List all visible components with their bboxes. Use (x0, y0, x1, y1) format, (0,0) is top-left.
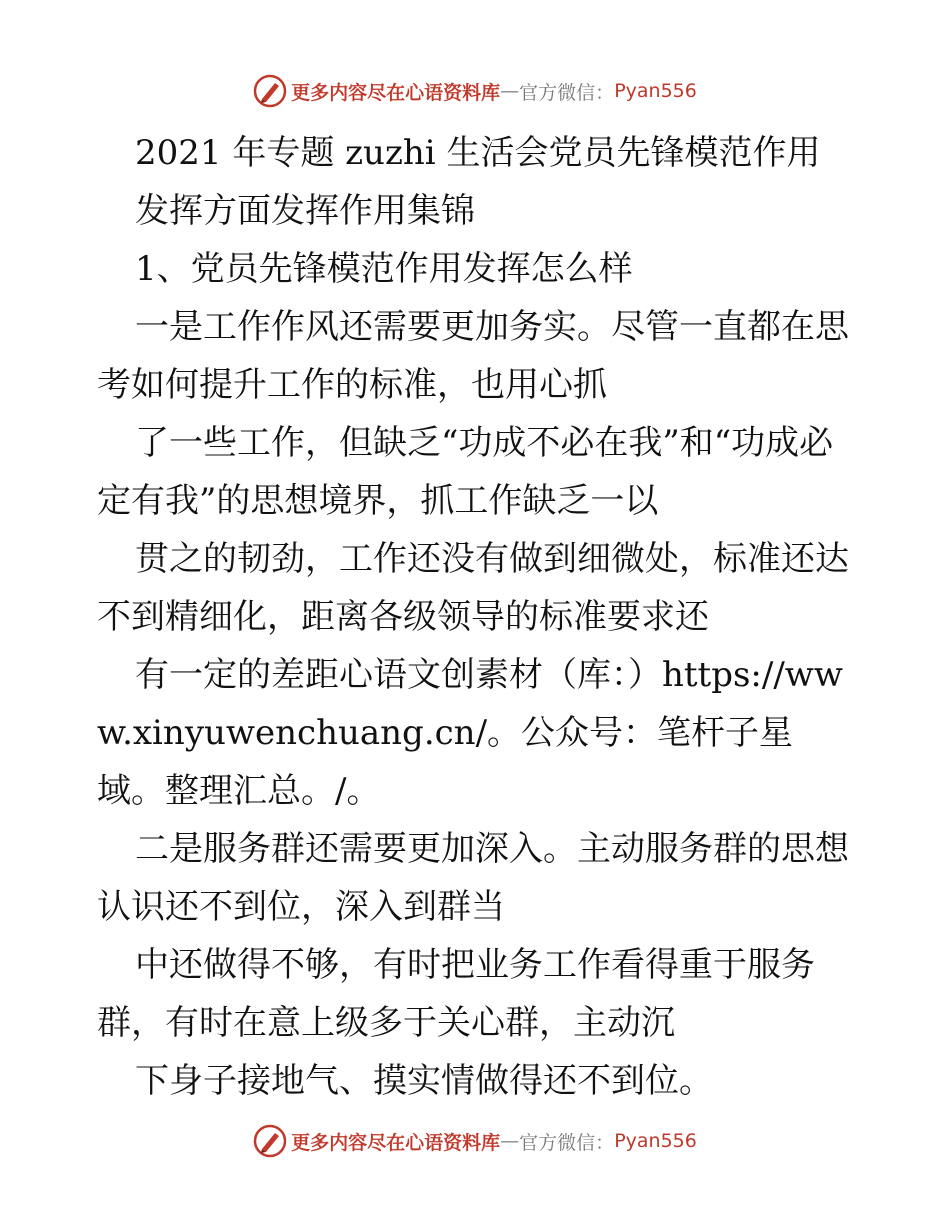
section-heading-1: 1、党员先锋模范作用发挥怎么样 (135, 249, 633, 289)
paragraph-2c: 下身子接地气、摸实情做得还不到位。 (135, 1061, 713, 1101)
title-line-1: 2021 年专题 zuzhi 生活会党员先锋模范作用 (135, 133, 821, 173)
header-watermark (0, 74, 950, 108)
paragraph-1c: 贯之的韧劲，工作还没有做到细微处，标准还达不到精细化，距离各级领导的标准要求还 (97, 539, 849, 637)
paragraph-1d: 有一定的差距心语文创素材（库：）https://www.xinyuwenchuang.cn/。公众号：笔杆子星域。整理汇总。/。 (97, 655, 844, 811)
pen-logo-icon (253, 1124, 287, 1158)
watermark-dash: — (500, 80, 520, 102)
paragraph-1a: 一是工作作风还需要更加务实。尽管一直都在思考如何提升工作的标准，也用心抓 (97, 307, 849, 405)
watermark-account: Pyan556 (614, 1130, 697, 1152)
watermark-label: 官方微信： (519, 81, 615, 104)
pen-logo-icon (253, 74, 287, 108)
paragraph-1b: 了一些工作，但缺乏“功成不必在我”和“功成必定有我”的思想境界，抓工作缺乏一以 (97, 423, 834, 521)
paragraph-2b: 中还做得不够，有时把业务工作看得重于服务群，有时在意上级多于关心群，主动沉 (97, 945, 815, 1043)
watermark-brand: 更多内容尽在心语资料库 (291, 1131, 501, 1154)
watermark-dash: — (500, 1130, 520, 1152)
title-line-2: 发挥方面发挥作用集锦 (135, 191, 475, 231)
footer-watermark (0, 1124, 950, 1158)
watermark-account: Pyan556 (614, 80, 697, 102)
watermark-label: 官方微信： (519, 1131, 615, 1154)
document-body (97, 124, 857, 1110)
watermark-brand: 更多内容尽在心语资料库 (291, 81, 501, 104)
paragraph-2a: 二是服务群还需要更加深入。主动服务群的思想认识还不到位，深入到群当 (97, 829, 849, 927)
